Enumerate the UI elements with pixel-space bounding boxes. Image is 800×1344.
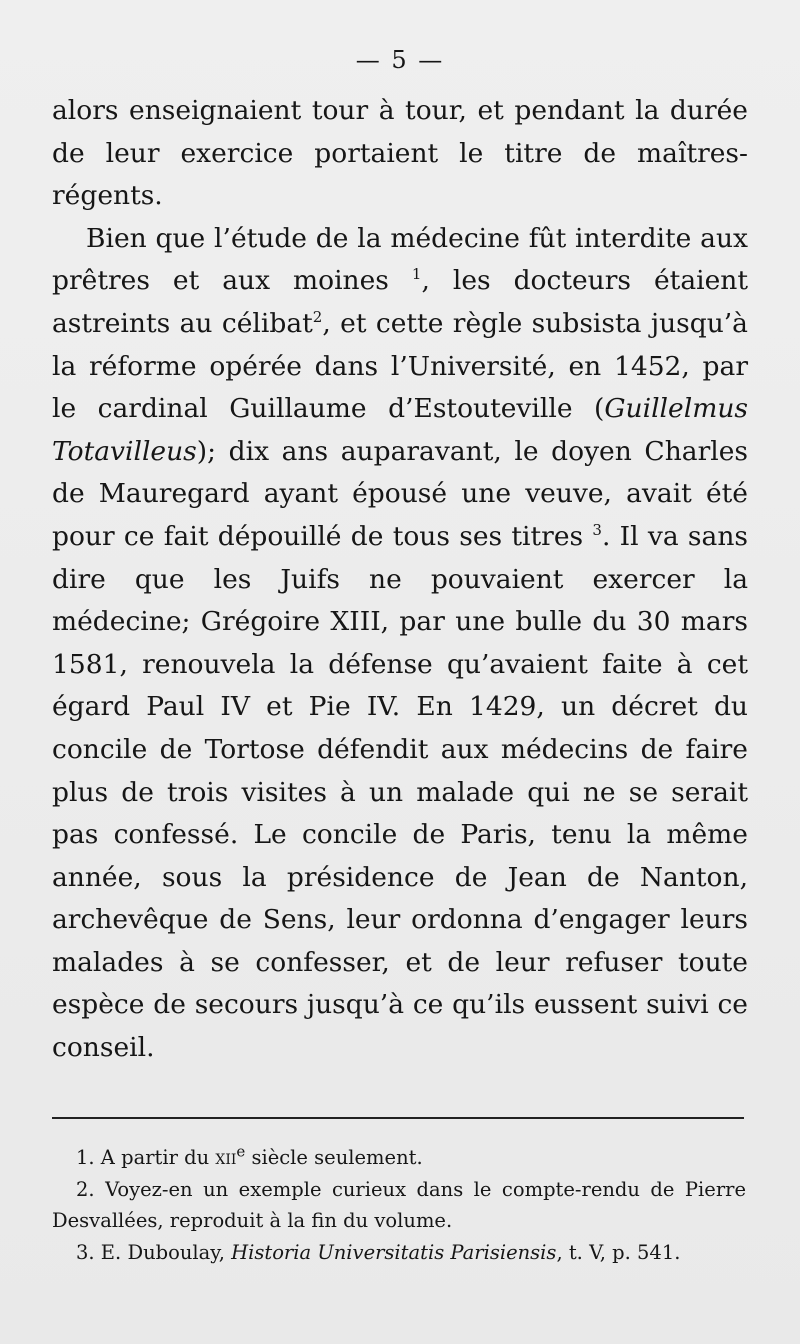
paragraph-2-text-d: ); dix ans auparavant, le doyen Charles de Mauregard ayant épousé une veuve, avait été pour ce fait dépouillé de tous ses titres — [52, 435, 748, 552]
paragraph-celibacy — [52, 218, 748, 1070]
paragraph-2-text-b: , les docteurs étaient astreints au célibat — [52, 265, 748, 339]
footnote-separator — [52, 1117, 744, 1119]
footnote-3-book-title: Historia Universitatis Parisiensis — [231, 1240, 557, 1264]
paragraph-2-text-e: . Il va sans dire que les Juifs ne pouvaient exercer la médecine; Grégoire XIII, par une bulle du 30 mars 1581, renouvela la défense qu’avaient faite à cet égard Paul IV et Pie IV. En 1429, un décret du concile de Tortose défendit aux médecins de faire plus de trois visites à un malade qui ne se serait pas confessé. Le concile de Paris, tenu la même année, sous la présidence de Jean de Nanton, archevêque de Sens, leur ordonna d’engager leurs malades à se confesser, et de leur refuser toute espèce de secours jusqu’à ce qu’ils eussent suivi ce conseil. — [52, 520, 748, 1064]
footnote-ref-1: 1 — [411, 265, 422, 284]
footnote-2-text: Voyez-en un exemple curieux dans le compte-rendu de Pierre Desvallées, reproduit à la fin du volume. — [52, 1177, 746, 1232]
paragraph-1-text: alors enseignaient tour à tour, et pendant la durée de leur exercice portaient le titre de maîtres-régents. — [52, 95, 748, 212]
footnote-3-text-b: , t. V, p. 541. — [556, 1240, 681, 1264]
paragraph-continuation — [52, 90, 748, 218]
paragraph-2-text-a: Bien que l’étude de la médecine fût interdite aux prêtres et aux moines — [52, 222, 748, 297]
footnote-1-century-sup: e — [236, 1142, 246, 1161]
footnote-3-number: 3. — [76, 1240, 95, 1264]
page-number: — 5 — — [355, 46, 445, 74]
footnotes — [52, 1142, 746, 1268]
footnote-3 — [52, 1237, 746, 1269]
footnote-1-number: 1. — [76, 1146, 95, 1169]
footnote-1-text-a: A partir du — [94, 1146, 216, 1169]
footnote-1-text-b: siècle seulement. — [245, 1146, 423, 1169]
footnote-ref-2: 2 — [312, 308, 323, 327]
paragraph-2-text-c: , et cette règle subsista jusqu’à la réforme opérée dans l’Université, en 1452, par le cardinal Guillaume d’Estouteville ( — [52, 307, 748, 425]
footnote-2-number: 2. — [76, 1177, 95, 1201]
latin-name: Guillelmus Totavilleus — [52, 393, 748, 467]
footnote-ref-3: 3 — [592, 521, 602, 540]
footnote-2 — [52, 1174, 746, 1237]
footnote-1 — [52, 1142, 746, 1174]
main-text — [52, 90, 748, 1070]
footnote-3-text-a: E. Duboulay, — [94, 1240, 232, 1264]
footnote-1-century: xii — [215, 1146, 237, 1169]
